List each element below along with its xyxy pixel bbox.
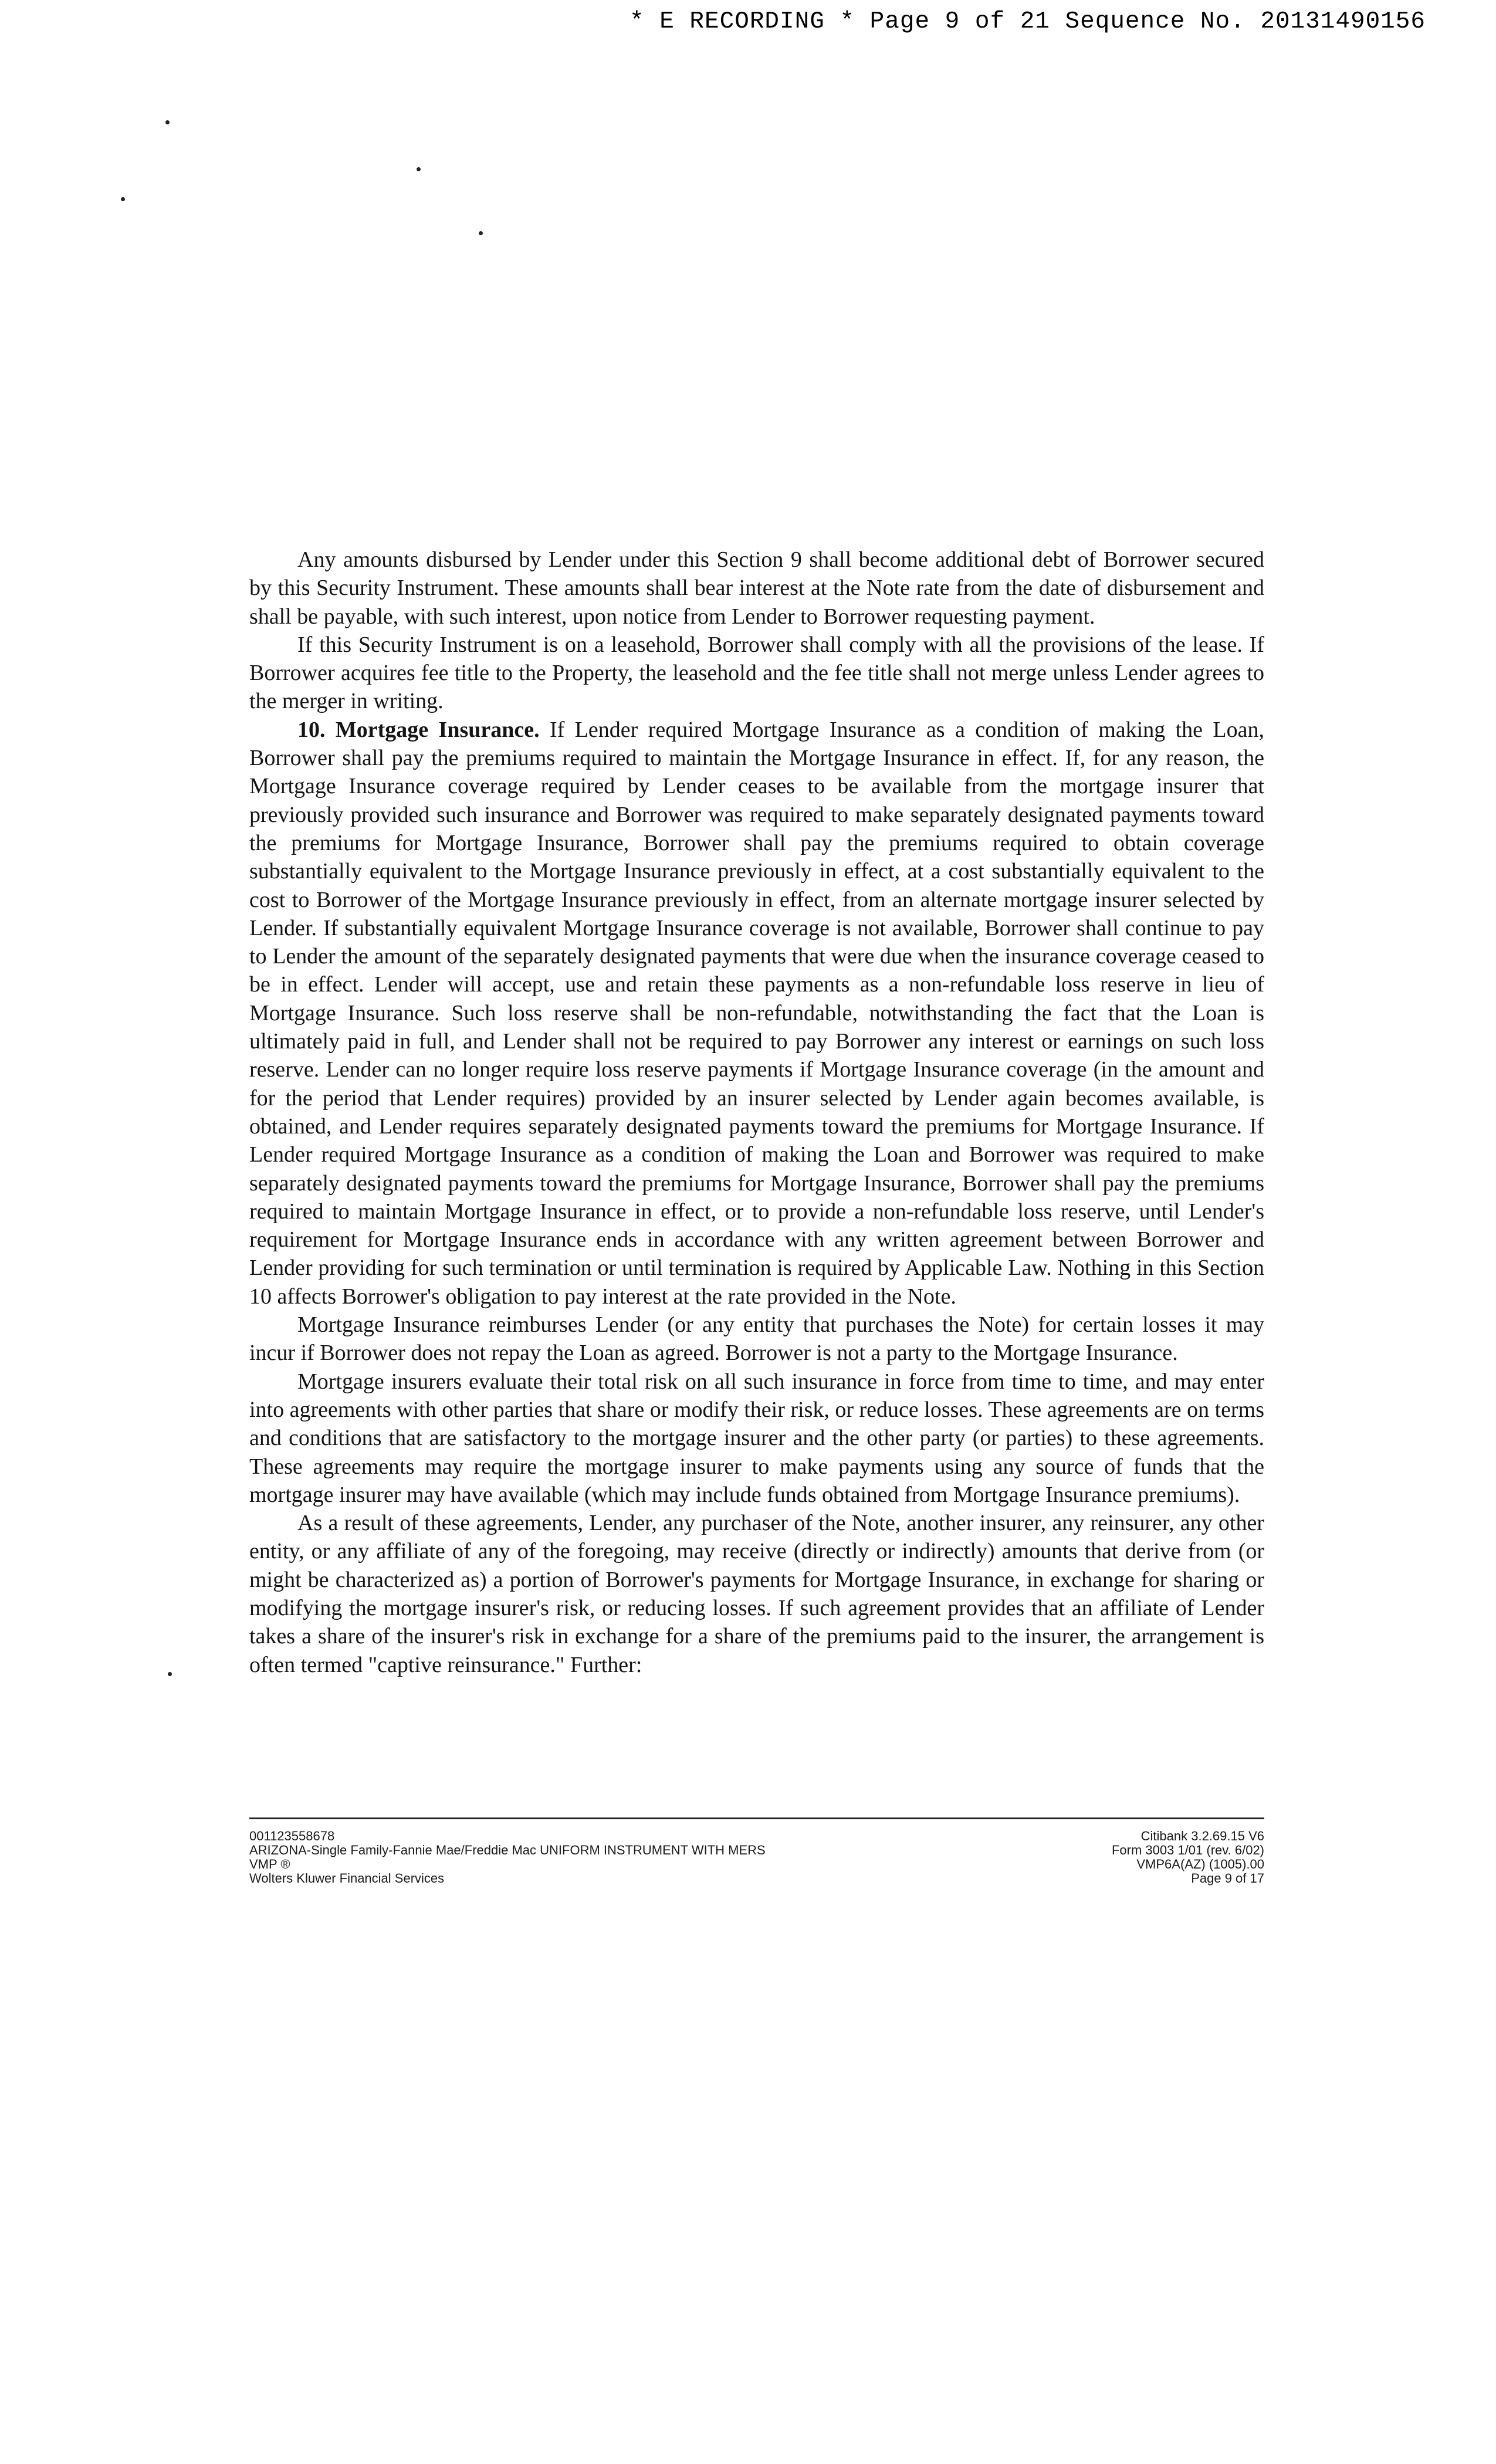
footer-left-block xyxy=(249,1829,766,1886)
section-heading: 10. Mortgage Insurance. xyxy=(297,717,540,742)
paragraph-text: Mortgage Insurance reimburses Lender (or any entity that purchases the Note) for certain losses it may incur if Borrower does not repay the Loan as agreed. Borrower is not a party to the Mortgage Insurance. xyxy=(249,1312,1264,1366)
vmp-code: VMP6A(AZ) (1005).00 xyxy=(1136,1857,1264,1871)
paragraph-text: If Lender required Mortgage Insurance as a condition of making the Loan, Borrower shall pay the premiums required to maintain the Mortgage Insurance in effect. If, for any reason, the Mortgage Insurance coverage required by Lender ceases to be available from the mortgage insurer that previously provided such insurance and Borrower was required to make separately designated payments toward the premiums for Mortgage Insurance, Borrower shall pay the premiums required to obtain coverage substantially equivalent to the Mortgage Insurance previously in effect, at a cost substantially equivalent to the cost to Borrower of the Mortgage Insurance previously in effect, from an alternate mortgage insurer selected by Lender. If substantially equivalent Mortgage Insurance coverage is not available, Borrower shall continue to pay to Lender the amount of the separately designated payments that were due when the insurance coverage ceased to be in effect. Lender will accept, use and retain these payments as a non-refundable loss reserve in lieu of Mortgage Insurance. Such loss reserve shall be non-refundable, notwithstanding the fact that the Loan is ultimately paid in full, and Lender shall not be required to pay Borrower any interest or earnings on such loss reserve. Lender can no longer require loss reserve payments if Mortgage Insurance coverage (in the amount and for the period that Lender requires) provided by an insurer selected by Lender again becomes available, is obtained, and Lender requires separately designated payments toward the premiums for Mortgage Insurance. If Lender required Mortgage Insurance as a condition of making the Loan and Borrower was required to make separately designated payments toward the premiums for Mortgage Insurance, Borrower shall pay the premiums required to maintain Mortgage Insurance in effect, or to provide a non-refundable loss reserve, until Lender's requirement for Mortgage Insurance ends in accordance with any written agreement between Borrower and Lender providing for such termination or until termination is required by Applicable Law. Nothing in this Section 10 affects Borrower's obligation to pay interest at the rate provided in the Note. xyxy=(249,717,1264,1309)
paragraph-text: If this Security Instrument is on a leasehold, Borrower shall comply with all the provisions of the lease. If Borrower acquires fee title to the Property, the leasehold and the fee title shall not merge unless Lender agrees to the merger in writing. xyxy=(249,632,1264,714)
paragraph xyxy=(249,546,1264,631)
vmp-mark: VMP ® xyxy=(249,1857,290,1871)
scan-speck xyxy=(165,120,170,124)
scan-speck xyxy=(121,197,125,201)
loan-number: 001123558678 xyxy=(249,1829,335,1843)
paragraph-text: As a result of these agreements, Lender, any purchaser of the Note, another insurer, any reinsurer, any other entity, or any affiliate of any of the foregoing, may receive (directly or indirectly) amounts that derive from (or might be characterized as) a portion of Borrower's payments for Mortgage Insurance, in exchange for sharing or modifying the mortgage insurer's risk, or reducing losses. If such agreement provides that an affiliate of Lender takes a share of the insurer's risk in exchange for a share of the premiums paid to the insurer, the arrangement is often termed "captive reinsurance." Further: xyxy=(249,1511,1264,1677)
paragraph-text: Any amounts disbursed by Lender under this Section 9 shall become additional debt of Borrower secured by this Security Instrument. These amounts shall bear interest at the Note rate from the date of disbursement and shall be payable, with such interest, upon notice from Lender to Borrower requesting payment. xyxy=(249,547,1264,629)
paragraph xyxy=(249,1368,1264,1509)
form-number: Form 3003 1/01 (rev. 6/02) xyxy=(1111,1843,1264,1857)
paragraph xyxy=(249,631,1264,716)
document-body xyxy=(249,546,1264,1679)
scan-speck xyxy=(479,231,483,235)
footer-right-block xyxy=(1112,1829,1264,1886)
recording-stamp: * E RECORDING * Page 9 of 21 Sequence No. 20131490156 xyxy=(629,8,1426,35)
paragraph-text: Mortgage insurers evaluate their total risk on all such insurance in force from time to time, and may enter into agreements with other parties that share or modify their risk, or reduce losses. These agreements are on terms and conditions that are satisfactory to the mortgage insurer and the other party (or parties) to these agreements. These agreements may require the mortgage insurer to make payments using any source of funds that the mortgage insurer may have available (which may include funds obtained from Mortgage Insurance premiums). xyxy=(249,1369,1264,1507)
form-title: ARIZONA-Single Family-Fannie Mae/Freddie Mac UNIFORM INSTRUMENT WITH MERS xyxy=(249,1843,766,1857)
paragraph xyxy=(249,1311,1264,1368)
scan-speck xyxy=(417,167,421,171)
version-label: Citibank 3.2.69.15 V6 xyxy=(1140,1829,1264,1843)
scan-speck xyxy=(168,1672,172,1676)
paragraph xyxy=(249,716,1264,1311)
publisher-name: Wolters Kluwer Financial Services xyxy=(249,1871,445,1886)
footer-divider xyxy=(249,1817,1264,1819)
page-number: Page 9 of 17 xyxy=(1191,1871,1264,1886)
paragraph xyxy=(249,1509,1264,1679)
